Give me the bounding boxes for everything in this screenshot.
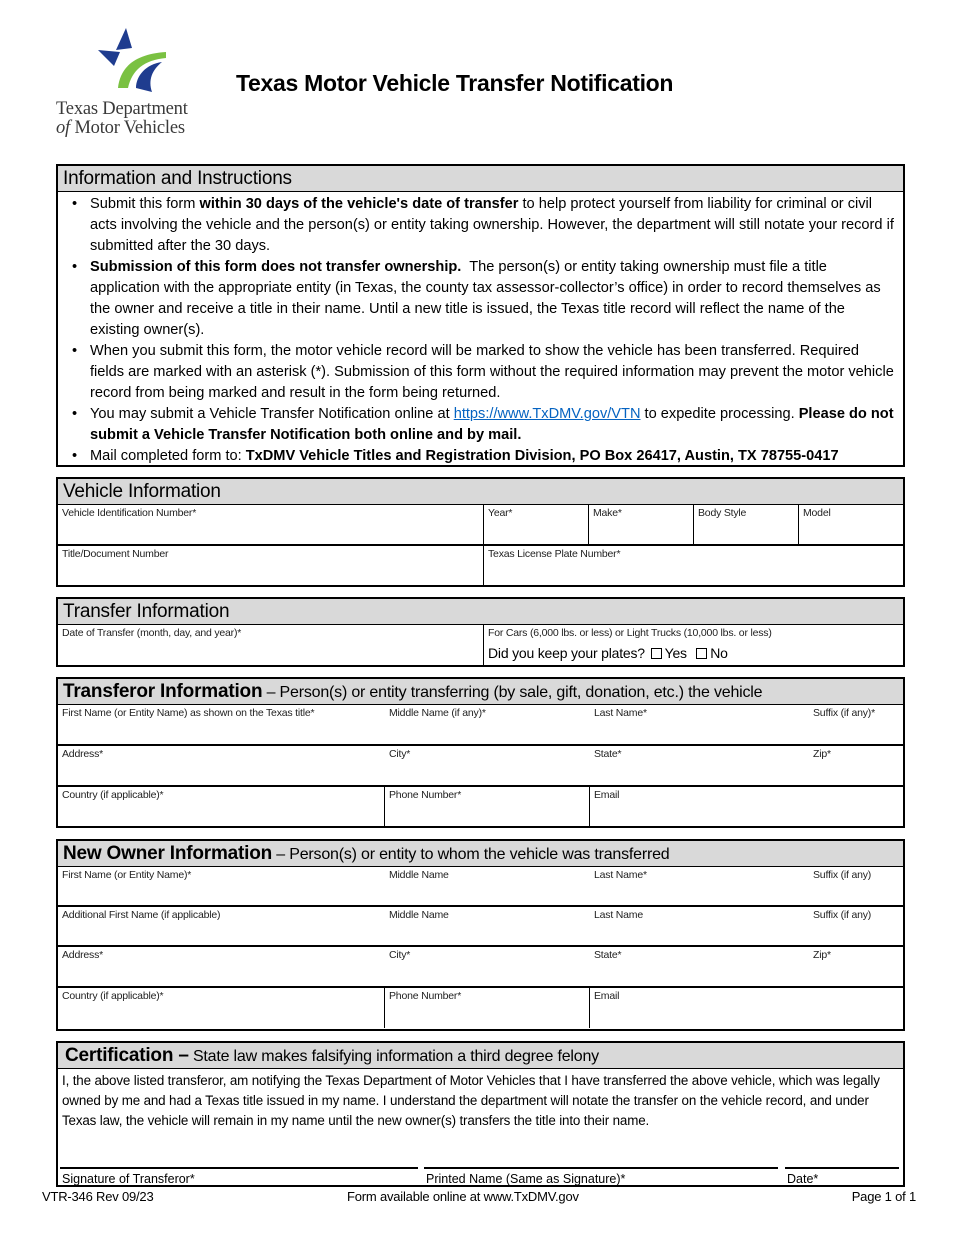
- yes-label: Yes: [664, 645, 687, 661]
- plate-number-label: Texas License Plate Number*: [488, 548, 621, 560]
- section-heading: [58, 841, 903, 867]
- section-heading: [58, 1043, 903, 1069]
- instruction-item: [66, 404, 895, 446]
- instruction-item: [66, 257, 895, 341]
- state-label: State*: [594, 949, 622, 961]
- model-field[interactable]: [799, 505, 903, 544]
- certification-section: [56, 1041, 905, 1187]
- transferor-row-1: [58, 705, 903, 746]
- phone-label: Phone Number*: [389, 789, 462, 801]
- new-owner-row-3: [58, 947, 903, 988]
- transferor-last-name-field[interactable]: [590, 705, 809, 744]
- txdmv-logo: [56, 26, 216, 141]
- owner-additional-suffix-field[interactable]: [809, 907, 903, 945]
- zip-label: Zip*: [813, 748, 831, 760]
- no-label: No: [710, 645, 728, 661]
- signature-field[interactable]: [60, 1167, 418, 1186]
- transferor-suffix-field[interactable]: [809, 705, 903, 744]
- printed-name-label: Printed Name (Same as Signature)*: [426, 1172, 626, 1186]
- new-owner-row-2: [58, 907, 903, 947]
- instruction-text: to help protect yourself from liability for criminal or civil acts involving the vehicle and the person(s) or entity taking ownership. However, the department will still notate your record if submitted after the 30 days.: [90, 196, 894, 254]
- instruction-text: The person(s) or entity taking ownership must file a title application with the appropriate entity (in Texas, the county tax assessor-collector’s office) in order to record themselves as the owner and receive a title in their name. Until a new title is issued, the Texas title record will reflect the name of the existing owner(s).: [90, 259, 885, 338]
- vin-field[interactable]: [58, 505, 484, 544]
- additional-suffix-label: Suffix (if any): [813, 909, 872, 921]
- instructions-list: [58, 192, 903, 467]
- last-name-label: Last Name*: [594, 707, 647, 719]
- additional-first-name-label: Additional First Name (if applicable): [62, 909, 221, 921]
- body-style-field[interactable]: [694, 505, 799, 544]
- body-style-label: Body Style: [698, 507, 747, 519]
- instruction-bold: TxDMV Vehicle Titles and Registration Division, PO Box 26417, Austin, TX 78755-0417: [245, 448, 839, 464]
- signature-label: Signature of Transferor*: [62, 1172, 195, 1186]
- address-label: Address*: [62, 748, 104, 760]
- vin-label: Vehicle Identification Number*: [62, 507, 197, 519]
- zip-label: Zip*: [813, 949, 831, 961]
- instruction-text: Mail completed form to:: [90, 448, 246, 464]
- owner-phone-field[interactable]: [385, 988, 590, 1028]
- new-owner-row-1: [58, 867, 903, 907]
- transferor-row-2: [58, 746, 903, 787]
- certification-heading: Certification –: [65, 1045, 189, 1066]
- owner-city-field[interactable]: [385, 947, 590, 986]
- signature-date-field[interactable]: [785, 1167, 899, 1186]
- address-label: Address*: [62, 949, 104, 961]
- new-owner-subheading: – Person(s) or entity to whom the vehicle was transferred: [272, 846, 670, 863]
- plates-question-row: [488, 645, 903, 661]
- page-title: Texas Motor Vehicle Transfer Notification: [236, 70, 674, 96]
- signature-area: [58, 1131, 903, 1193]
- section-heading: [58, 679, 903, 705]
- instruction-text: You may submit a Vehicle Transfer Notification online at: [90, 406, 454, 422]
- transferor-city-field[interactable]: [385, 746, 590, 785]
- year-field[interactable]: [484, 505, 589, 544]
- plates-cell: [484, 625, 903, 665]
- instruction-item: [66, 341, 895, 404]
- transferor-country-field[interactable]: [58, 787, 385, 826]
- email-label: Email: [594, 789, 620, 801]
- middle-name-label: Middle Name (if any)*: [389, 707, 486, 719]
- transferor-section: [56, 677, 905, 828]
- page-number: Page 1 of 1: [851, 1189, 916, 1204]
- plates-question: Did you keep your plates?: [488, 645, 645, 661]
- phone-label: Phone Number*: [389, 990, 462, 1002]
- city-label: City*: [389, 748, 411, 760]
- instruction-bold: within 30 days of the vehicle's date of transfer: [199, 196, 519, 212]
- additional-middle-name-label: Middle Name: [389, 909, 449, 921]
- instruction-item: [66, 194, 895, 257]
- instructions-heading: Information and Instructions: [63, 168, 292, 189]
- transferor-first-name-field[interactable]: [58, 705, 385, 744]
- transferor-state-field[interactable]: [590, 746, 809, 785]
- vehicle-section: [56, 477, 905, 587]
- plates-no-checkbox[interactable]: [696, 648, 707, 659]
- owner-country-field[interactable]: [58, 988, 385, 1028]
- vehicle-row-2: [58, 546, 903, 585]
- owner-email-field[interactable]: [590, 988, 903, 1028]
- title-number-field[interactable]: [58, 546, 484, 585]
- owner-middle-name-field[interactable]: [385, 867, 590, 905]
- date-of-transfer-field[interactable]: [58, 625, 484, 665]
- form-id: VTR-346 Rev 09/23: [42, 1189, 154, 1204]
- owner-state-field[interactable]: [590, 947, 809, 986]
- certification-subheading: State law makes falsifying information a third degree felony: [188, 1048, 599, 1065]
- owner-zip-field[interactable]: [809, 947, 903, 986]
- country-label: Country (if applicable)*: [62, 789, 164, 801]
- new-owner-row-4: [58, 988, 903, 1028]
- logo-text: [56, 100, 188, 138]
- txdmv-vtn-link[interactable]: https://www.TxDMV.gov/VTN: [453, 406, 641, 422]
- last-name-label: Last Name*: [594, 869, 647, 881]
- transferor-phone-field[interactable]: [385, 787, 590, 826]
- owner-additional-last-name-field[interactable]: [590, 907, 809, 945]
- middle-name-label: Middle Name: [389, 869, 449, 881]
- instruction-text: Submit this form: [90, 196, 200, 212]
- certification-text: I, the above listed transferor, am notifying the Texas Department of Motor Vehicles that I have transferred the above vehicle, which was legally owned by me and had a Texas title issued in my name. I understand the department will notate the transfer on the vehicle record, and under Texas law, the vehicle will remain in my name until the new owner(s) transfers the title into their name.: [62, 1073, 880, 1128]
- owner-additional-first-name-field[interactable]: [58, 907, 385, 945]
- transferor-middle-name-field[interactable]: [385, 705, 590, 744]
- country-label: Country (if applicable)*: [62, 990, 164, 1002]
- logo-line-2: Motor Vehicles: [74, 118, 185, 138]
- printed-name-field[interactable]: [424, 1167, 778, 1186]
- logo-line-1: Texas Department: [56, 99, 188, 119]
- transferor-zip-field[interactable]: [809, 746, 903, 785]
- suffix-label: Suffix (if any): [813, 869, 872, 881]
- instruction-text: to expedite processing.: [640, 406, 799, 422]
- owner-suffix-field[interactable]: [809, 867, 903, 905]
- plates-yes-checkbox[interactable]: [651, 648, 662, 659]
- instructions-section: [56, 164, 905, 467]
- owner-first-name-field[interactable]: [58, 867, 385, 905]
- make-label: Make*: [593, 507, 622, 519]
- footer-availability: Form available online at www.TxDMV.gov: [347, 1189, 579, 1204]
- section-heading: [58, 166, 903, 192]
- logo-of: of: [56, 118, 70, 138]
- state-label: State*: [594, 748, 622, 760]
- star-logo-icon: [96, 26, 171, 98]
- make-field[interactable]: [589, 505, 694, 544]
- signature-date-label: Date*: [787, 1172, 819, 1186]
- transferor-email-field[interactable]: [590, 787, 903, 826]
- owner-additional-middle-name-field[interactable]: [385, 907, 590, 945]
- owner-address-field[interactable]: [58, 947, 385, 986]
- first-name-label: First Name (or Entity Name)*: [62, 869, 192, 881]
- owner-last-name-field[interactable]: [590, 867, 809, 905]
- year-label: Year*: [488, 507, 513, 519]
- new-owner-heading: New Owner Information: [63, 843, 273, 864]
- instruction-item: [66, 446, 895, 467]
- cars-note: For Cars (6,000 lbs. or less) or Light Trucks (10,000 lbs. or less): [488, 627, 772, 639]
- instruction-bold: Please do not submit a Vehicle Transfer Notification both online and by mail.: [90, 406, 894, 443]
- transferor-subheading: – Person(s) or entity transferring (by sale, gift, donation, etc.) the vehicle: [262, 684, 763, 701]
- transferor-heading: Transferor Information: [63, 681, 263, 702]
- section-heading: Vehicle Information: [58, 479, 903, 505]
- first-name-label: First Name (or Entity Name) as shown on the Texas title*: [62, 707, 315, 719]
- city-label: City*: [389, 949, 411, 961]
- additional-last-name-label: Last Name: [594, 909, 643, 921]
- new-owner-section: [56, 839, 905, 1031]
- plate-number-field[interactable]: [484, 546, 903, 585]
- transfer-section: [56, 597, 905, 667]
- date-of-transfer-label: Date of Transfer (month, day, and year)*: [62, 627, 242, 639]
- vehicle-row-1: [58, 505, 903, 546]
- model-label: Model: [803, 507, 831, 519]
- transfer-row: [58, 625, 903, 665]
- instruction-text: When you submit this form, the motor vehicle record will be marked to show the vehicle has been transferred. Required fields are marked with an asterisk (*). Submission of this form without the required information may prevent the motor vehicle record from being marked and result in the form being returned.: [90, 343, 894, 401]
- transferor-address-field[interactable]: [58, 746, 385, 785]
- instruction-bold: Submission of this form does not transfer ownership.: [90, 259, 462, 275]
- email-label: Email: [594, 990, 620, 1002]
- section-heading: Transfer Information: [58, 599, 903, 625]
- transferor-row-3: [58, 787, 903, 826]
- suffix-label: Suffix (if any)*: [813, 707, 875, 719]
- title-number-label: Title/Document Number: [62, 548, 169, 560]
